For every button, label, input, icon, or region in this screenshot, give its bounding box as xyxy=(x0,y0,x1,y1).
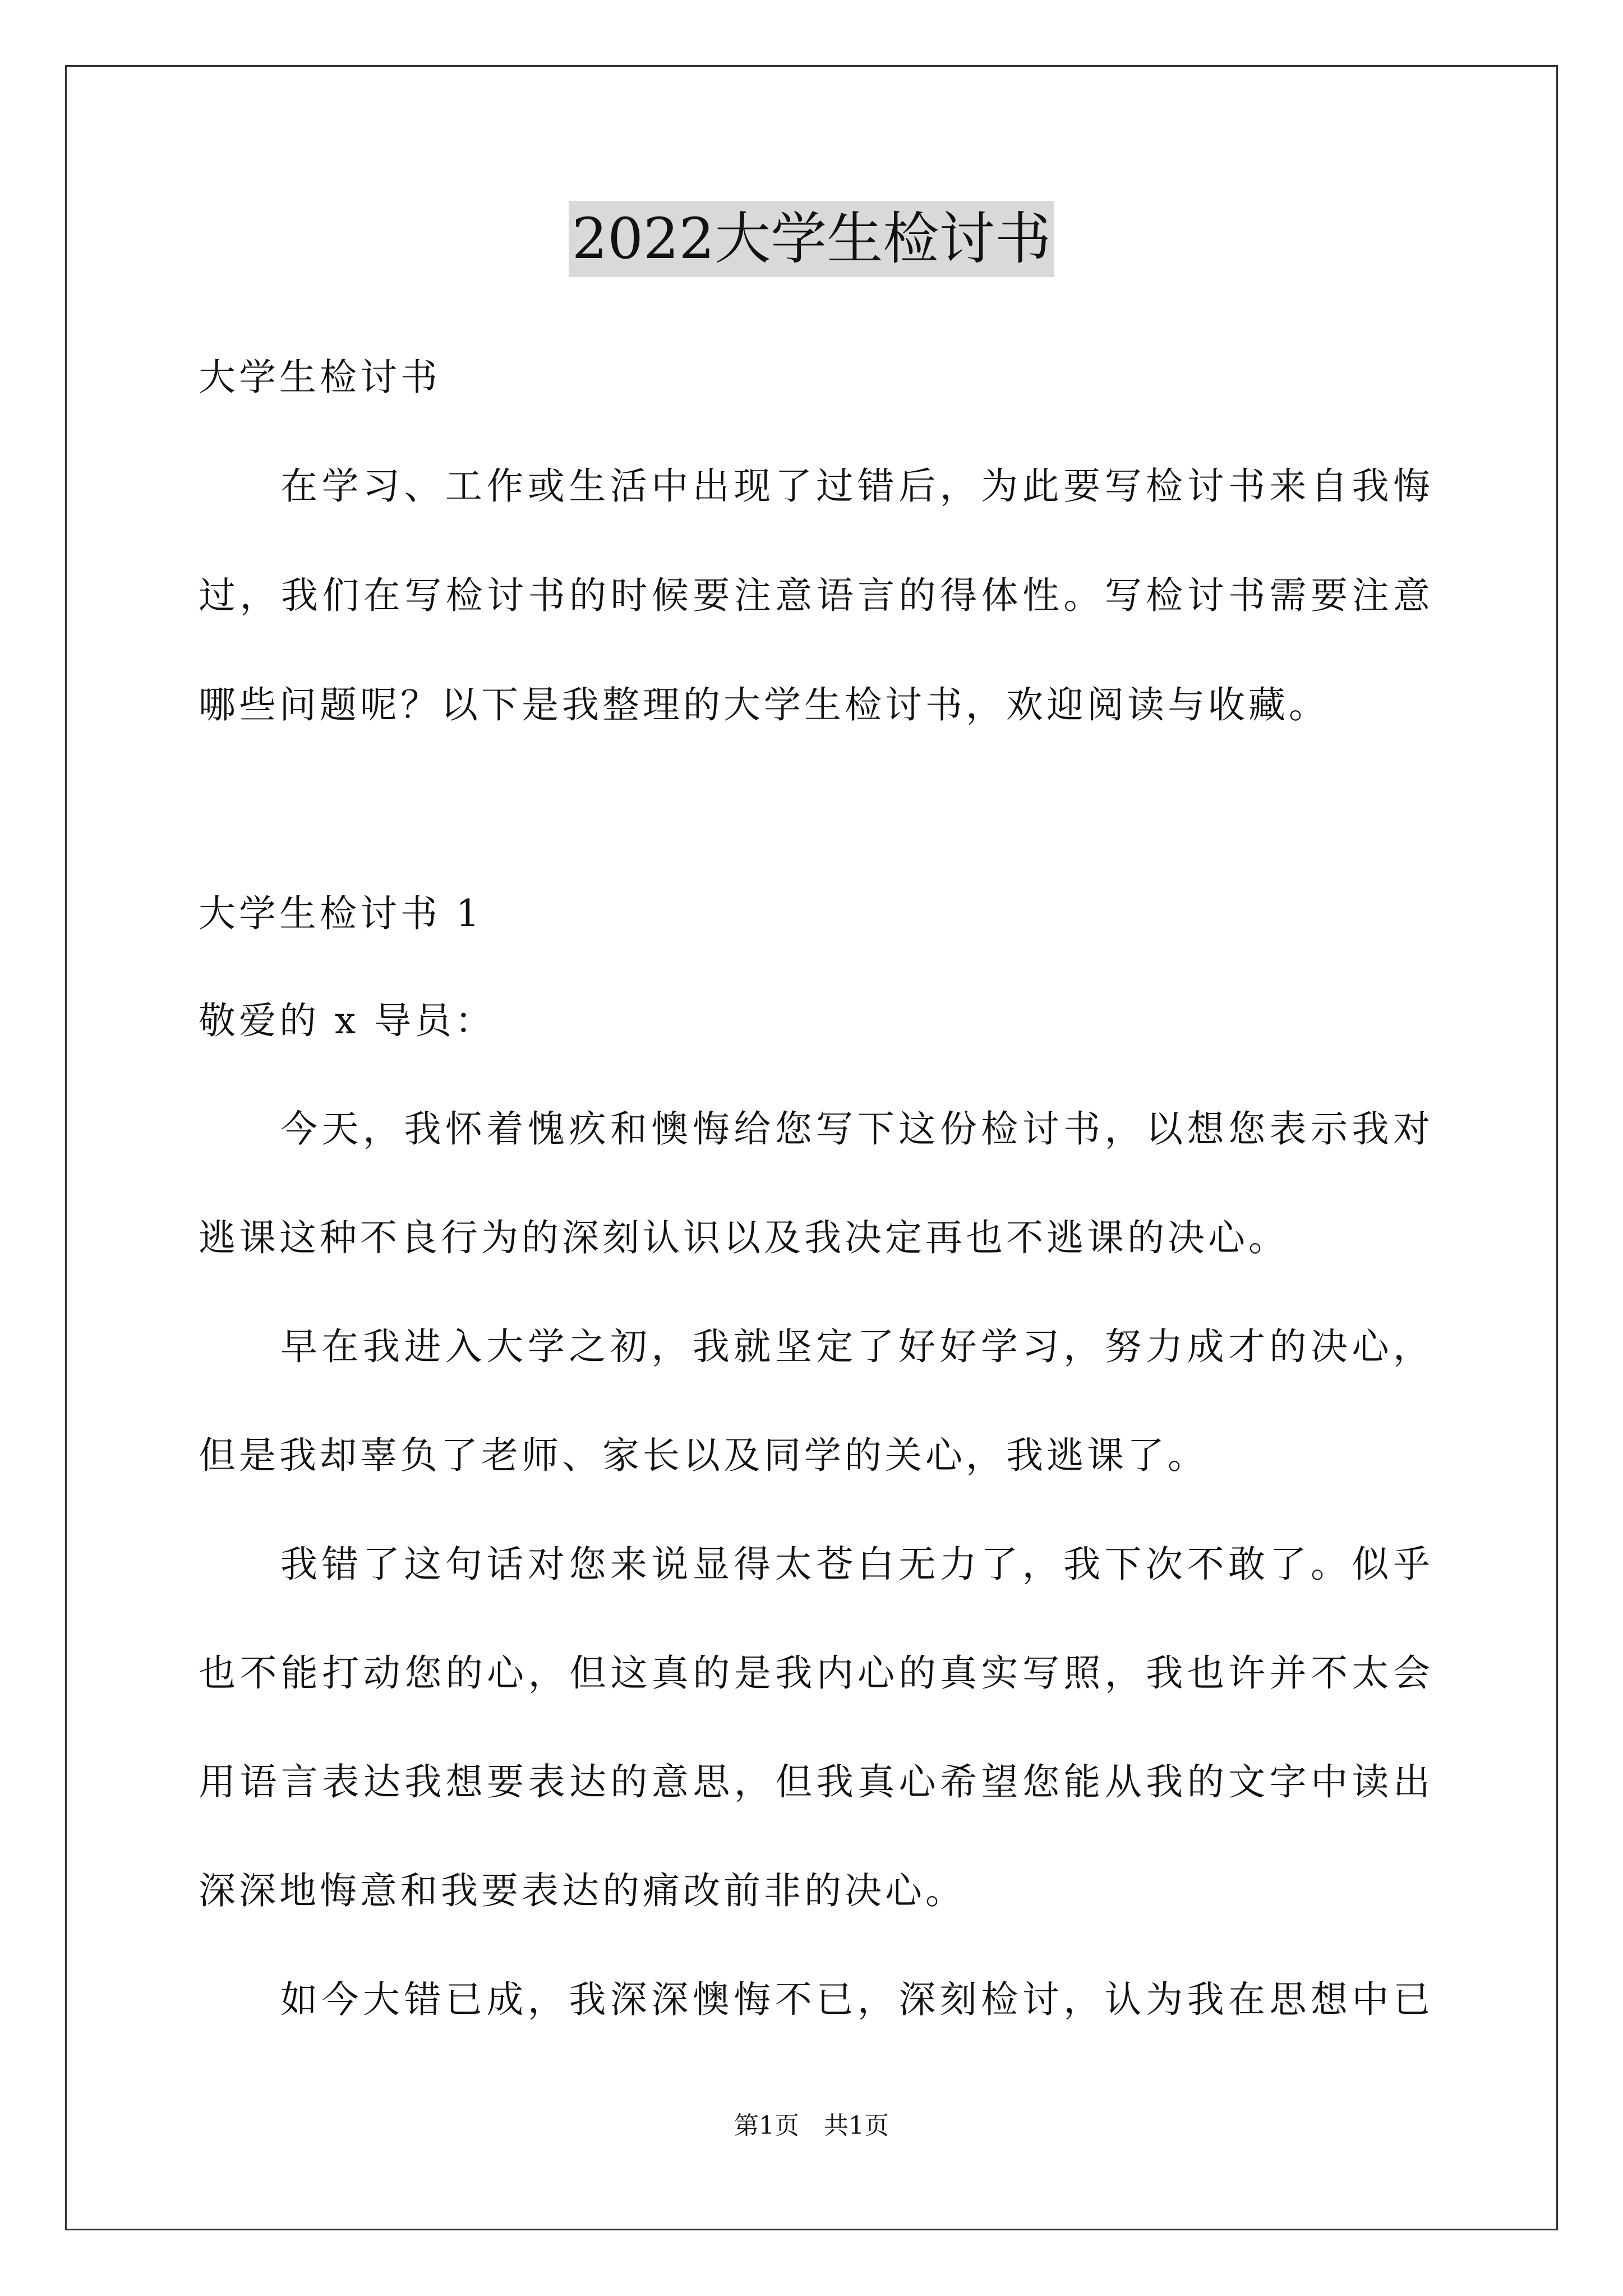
paragraph-line: 深深地悔意和我要表达的痛改前非的决心。 xyxy=(199,1869,966,1912)
section-heading: 大学生检讨书 xyxy=(199,356,441,399)
paragraph-line: 过，我们在写检讨书的时候要注意语言的得体性。写检讨书需要注意 xyxy=(199,574,1430,617)
paragraph-line: 逃课这种不良行为的深刻认识以及我决定再也不逃课的决心。 xyxy=(199,1216,1289,1259)
document-title: 2022大学生检讨书 xyxy=(569,201,1055,277)
paragraph-line: 早在我进入大学之初，我就坚定了好好学习，努力成才的决心， xyxy=(280,1325,1430,1368)
paragraph-line: 用语言表达我想要表达的意思，但我真心希望您能从我的文字中读出 xyxy=(199,1760,1430,1803)
title-container xyxy=(0,201,1623,277)
section-heading: 大学生检讨书 1 xyxy=(199,892,483,935)
paragraph-line: 我错了这句话对您来说显得太苍白无力了，我下次不敢了。似乎 xyxy=(280,1543,1430,1586)
paragraph-line: 哪些问题呢？以下是我整理的大学生检讨书，欢迎阅读与收藏。 xyxy=(199,683,1329,726)
paragraph-line: 今天，我怀着愧疚和懊悔给您写下这份检讨书，以想您表示我对 xyxy=(280,1107,1430,1151)
page-footer: 第1页 共1页 xyxy=(734,2111,889,2140)
salutation: 敬爱的 x 导员： xyxy=(199,999,496,1042)
paragraph-line: 但是我却辜负了老师、家长以及同学的关心，我逃课了。 xyxy=(199,1434,1208,1477)
paragraph-line: 在学习、工作或生活中出现了过错后，为此要写检讨书来自我悔 xyxy=(280,464,1430,508)
paragraph-line: 如今大错已成，我深深懊悔不已，深刻检讨，认为我在思想中已 xyxy=(280,1978,1430,2021)
paragraph-line: 也不能打动您的心，但这真的是我内心的真实写照，我也许并不太会 xyxy=(199,1651,1430,1695)
